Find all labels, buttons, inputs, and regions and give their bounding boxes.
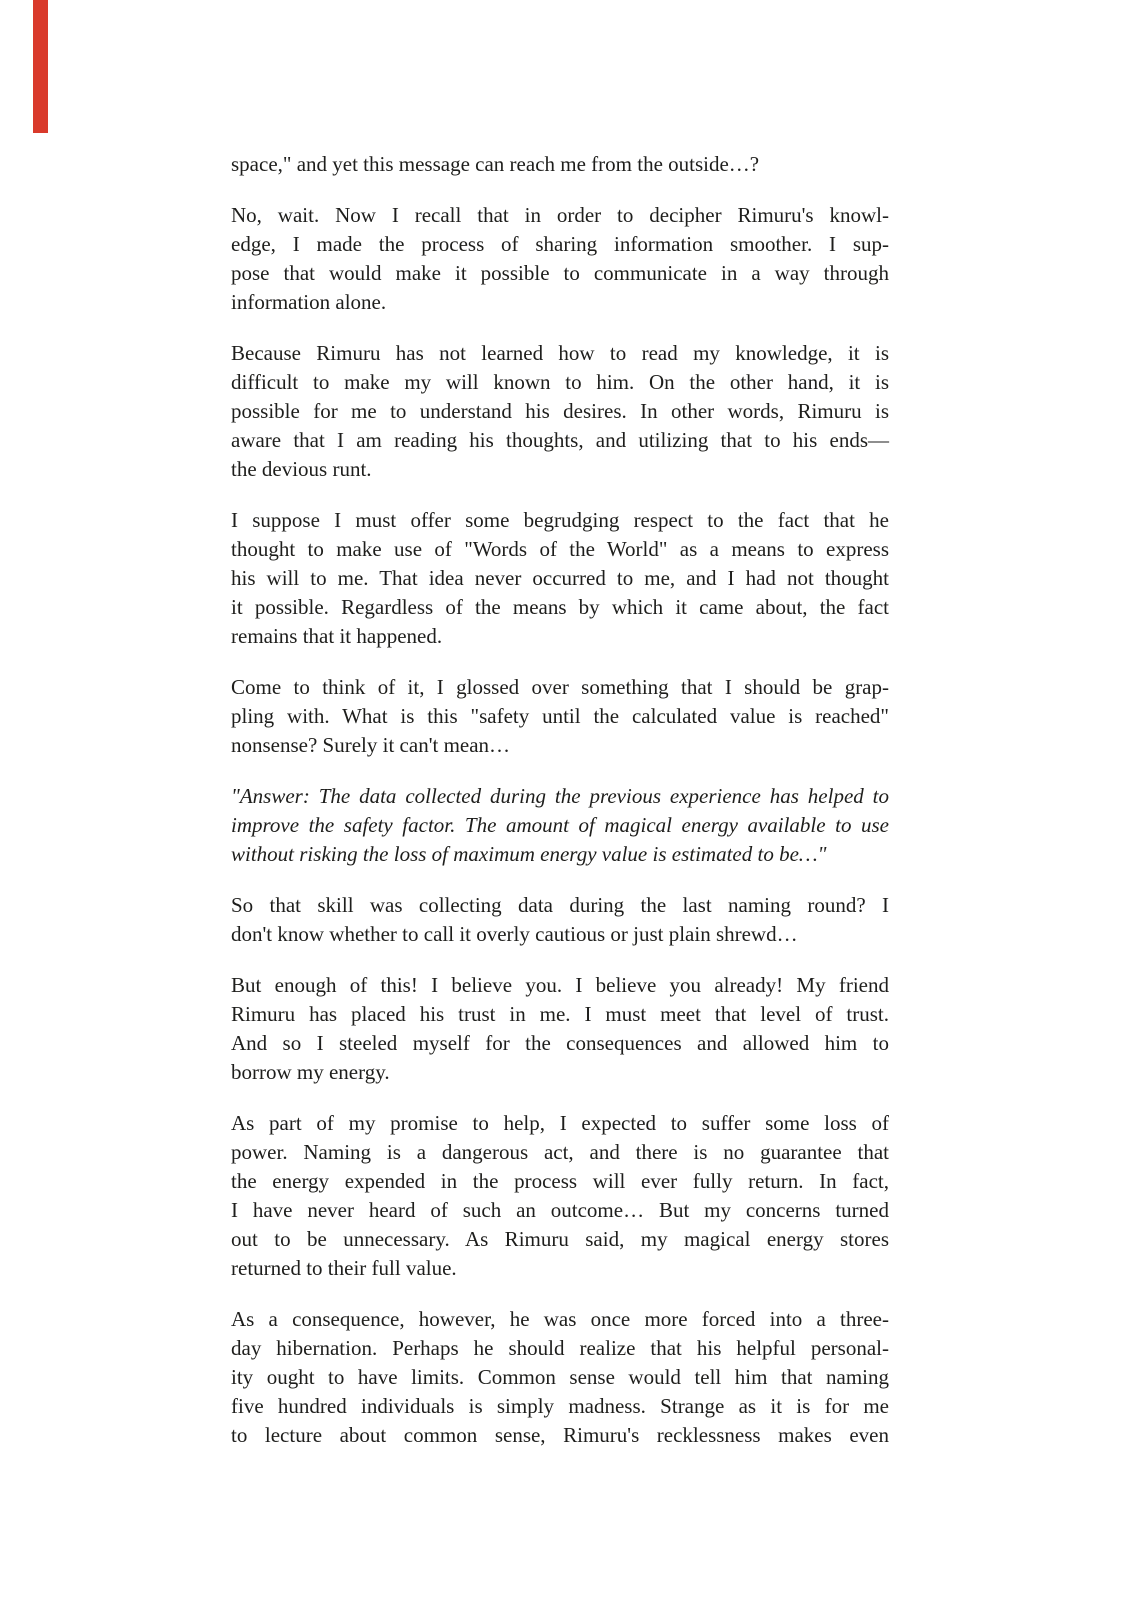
paragraph: [231, 201, 889, 317]
text-line: the devious runt.: [231, 457, 372, 481]
paragraph: [231, 1305, 889, 1450]
paragraph: [231, 150, 889, 179]
text-line: thought to make use of "Words of the World" as a means to express: [231, 537, 889, 561]
text-line: day hibernation. Perhaps he should realize that his helpful personal-: [231, 1336, 889, 1360]
text-line: it possible. Regardless of the means by which it came about, the fact: [231, 595, 889, 619]
text-line: "Answer: The data collected during the previous experience has helped to: [231, 784, 889, 808]
text-line: ity ought to have limits. Common sense would tell him that naming: [231, 1365, 889, 1389]
text-line: pling with. What is this "safety until the calculated value is reached": [231, 704, 889, 728]
quote-paragraph: [231, 782, 889, 869]
text-line: Rimuru has placed his trust in me. I must meet that level of trust.: [231, 1002, 889, 1026]
text-line: borrow my energy.: [231, 1060, 390, 1084]
text-line: pose that would make it possible to communicate in a way through: [231, 261, 889, 285]
text-line: Come to think of it, I glossed over something that I should be grap-: [231, 675, 889, 699]
text-line: I have never heard of such an outcome… But my concerns turned: [231, 1198, 889, 1222]
paragraph: [231, 673, 889, 760]
text-line: As a consequence, however, he was once more forced into a three-: [231, 1307, 889, 1331]
paragraph: [231, 1109, 889, 1283]
text-line: to lecture about common sense, Rimuru's recklessness makes even: [231, 1423, 889, 1447]
text-line: don't know whether to call it overly cautious or just plain shrewd…: [231, 922, 798, 946]
text-line: But enough of this! I believe you. I believe you already! My friend: [231, 973, 889, 997]
text-line: possible for me to understand his desires. In other words, Rimuru is: [231, 399, 889, 423]
text-line: aware that I am reading his thoughts, and utilizing that to his ends—: [231, 428, 889, 452]
text-line: space," and yet this message can reach me from the outside…?: [231, 152, 760, 176]
text-line: nonsense? Surely it can't mean…: [231, 733, 511, 757]
text-line: I suppose I must offer some begrudging respect to the fact that he: [231, 508, 889, 532]
text-line: Because Rimuru has not learned how to read my knowledge, it is: [231, 341, 889, 365]
text-line: power. Naming is a dangerous act, and there is no guarantee that: [231, 1140, 889, 1164]
text-line: As part of my promise to help, I expected to suffer some loss of: [231, 1111, 889, 1135]
text-line: without risking the loss of maximum energy value is estimated to be…": [231, 842, 827, 866]
text-line: And so I steeled myself for the consequences and allowed him to: [231, 1031, 889, 1055]
text-line: the energy expended in the process will ever fully return. In fact,: [231, 1169, 889, 1193]
bookmark-ribbon[interactable]: [33, 0, 48, 133]
page-text-column: [231, 150, 889, 1450]
text-line: No, wait. Now I recall that in order to decipher Rimuru's knowl-: [231, 203, 889, 227]
text-line: difficult to make my will known to him. On the other hand, it is: [231, 370, 889, 394]
text-line: remains that it happened.: [231, 624, 443, 648]
paragraph: [231, 891, 889, 949]
text-line: out to be unnecessary. As Rimuru said, my magical energy stores: [231, 1227, 889, 1251]
text-line: improve the safety factor. The amount of magical energy available to use: [231, 813, 889, 837]
text-line: So that skill was collecting data during the last naming round? I: [231, 893, 889, 917]
paragraph: [231, 339, 889, 484]
text-line: returned to their full value.: [231, 1256, 457, 1280]
text-line: information alone.: [231, 290, 387, 314]
text-line: edge, I made the process of sharing information smoother. I sup-: [231, 232, 889, 256]
paragraph: [231, 506, 889, 651]
text-line: his will to me. That idea never occurred to me, and I had not thought: [231, 566, 889, 590]
text-line: five hundred individuals is simply madness. Strange as it is for me: [231, 1394, 889, 1418]
paragraph: [231, 971, 889, 1087]
